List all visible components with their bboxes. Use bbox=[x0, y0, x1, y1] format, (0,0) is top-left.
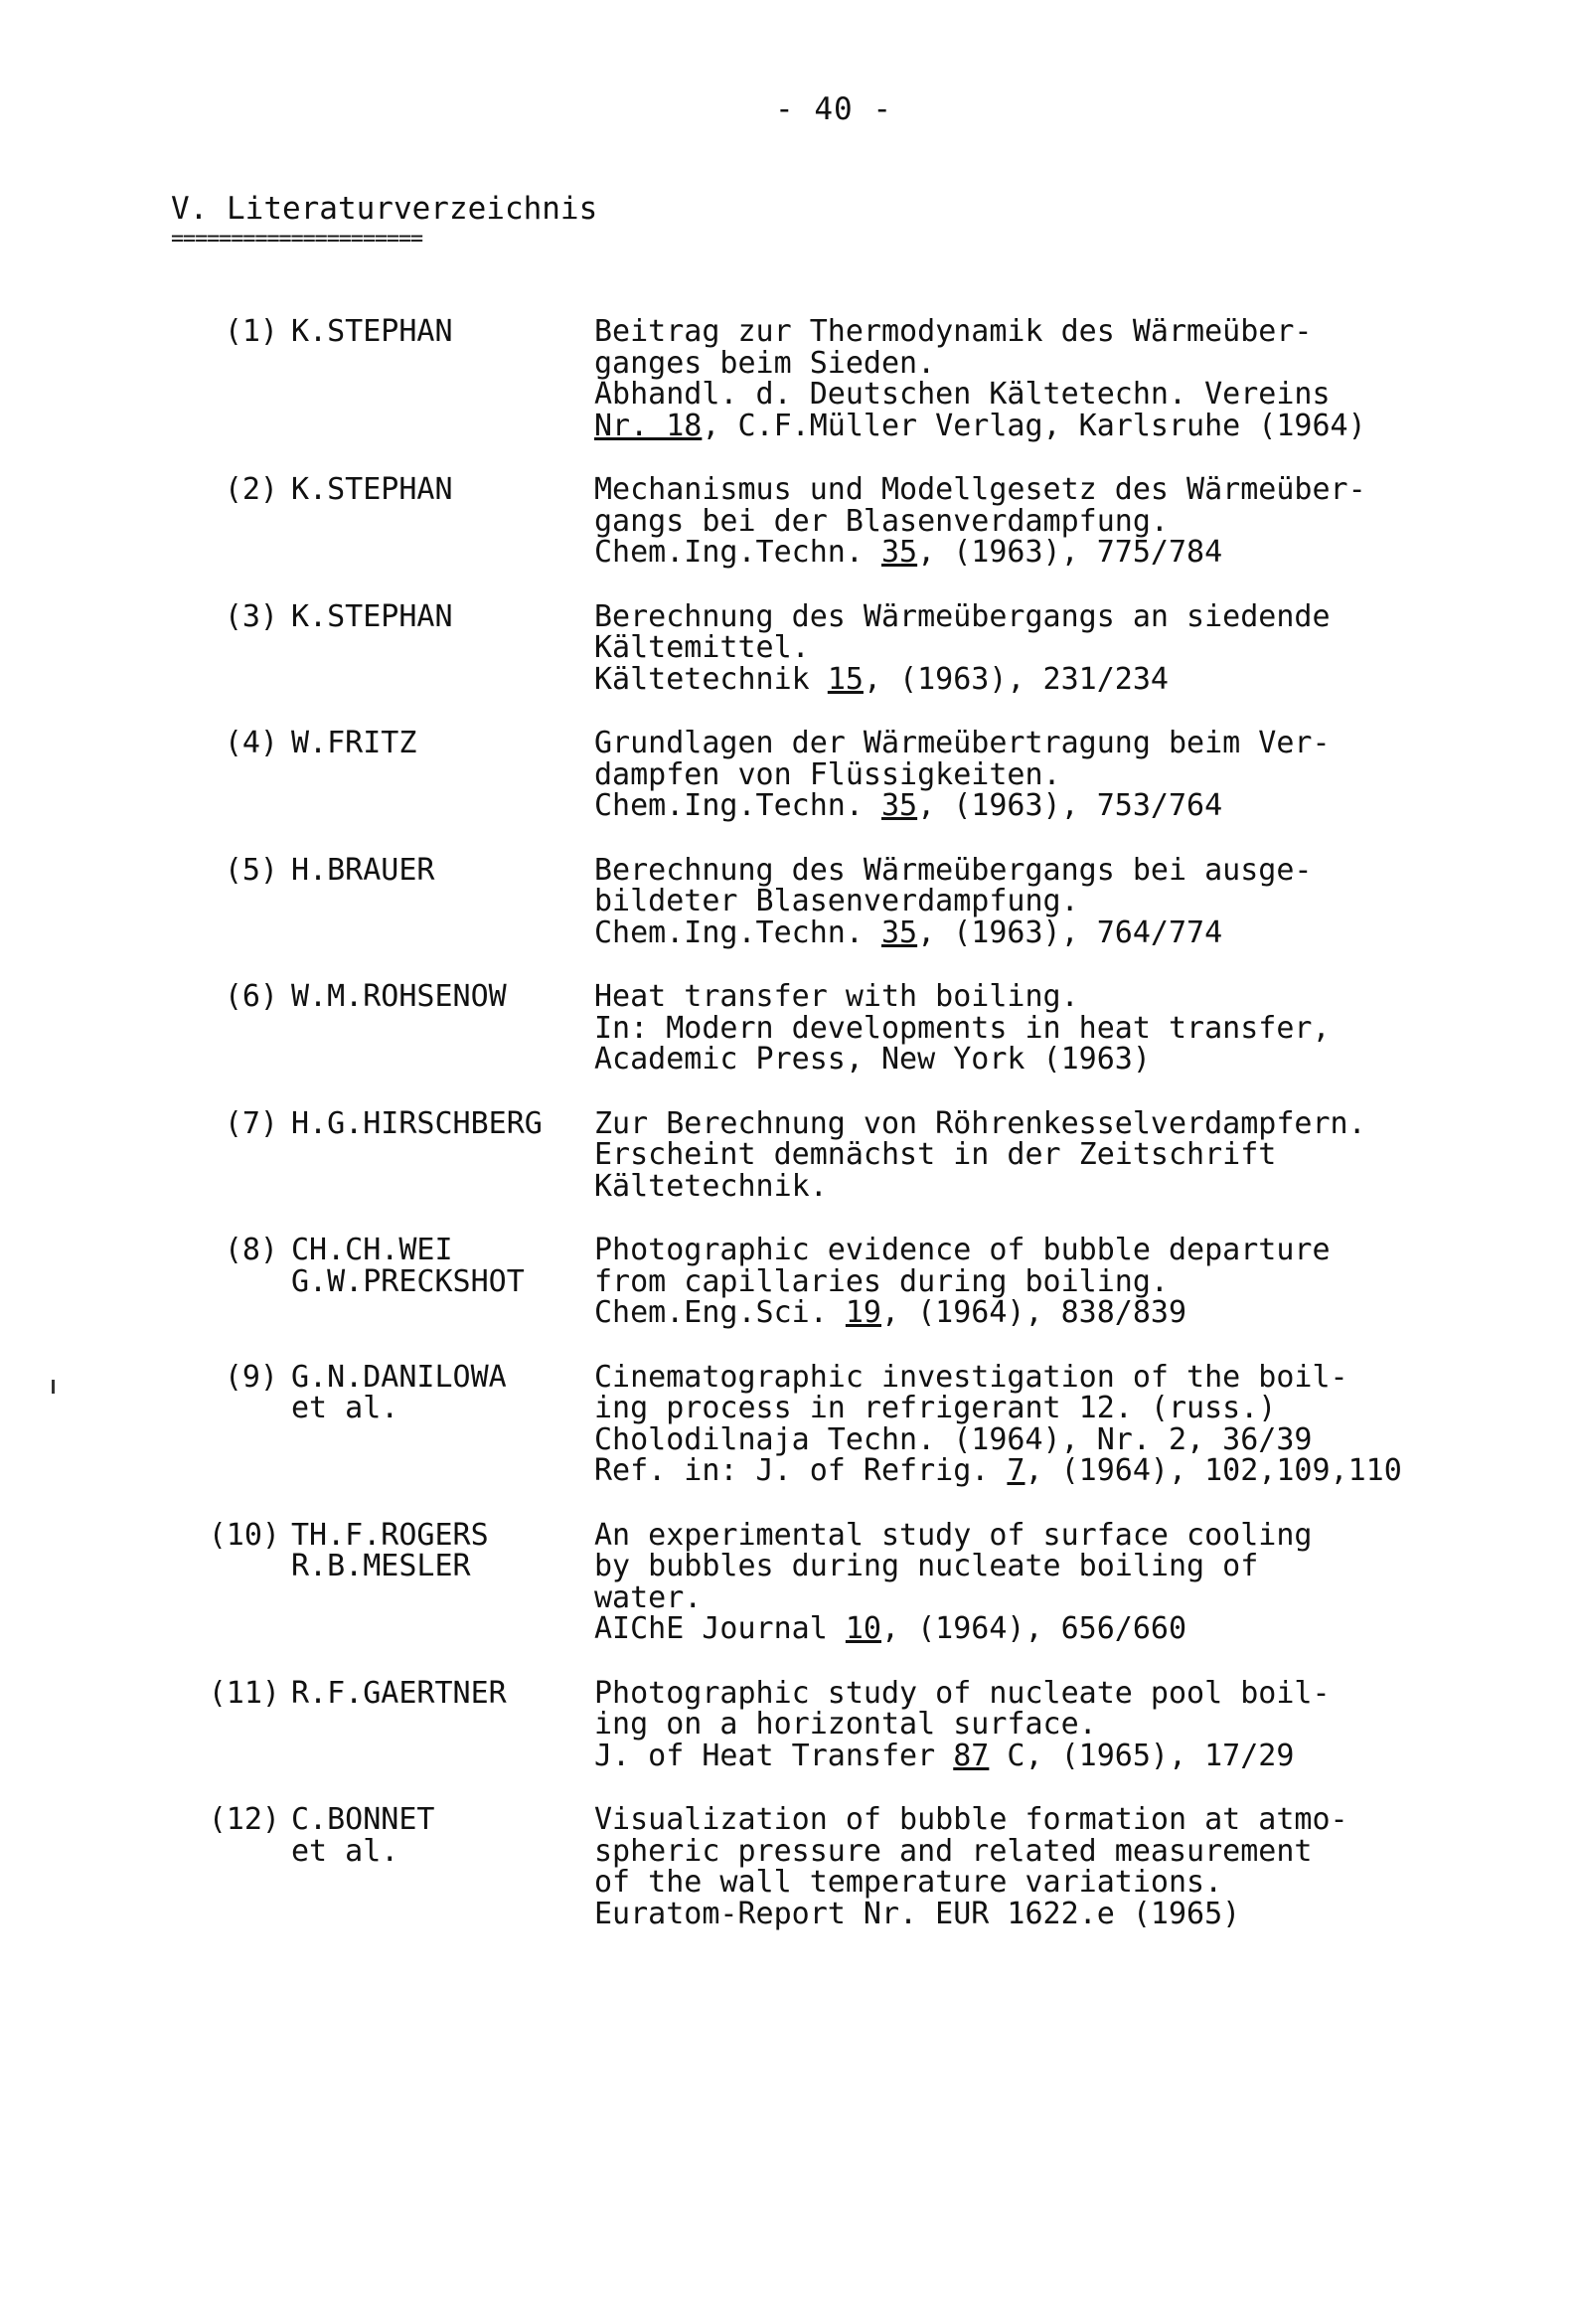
volume-number: 15 bbox=[827, 661, 864, 697]
reference-number: (8) bbox=[224, 1233, 278, 1267]
reference-line: ing process in refrigerant 12. (russ.) bbox=[594, 1391, 1277, 1425]
reference-line: Visualization of bubble formation at atmo- bbox=[594, 1802, 1348, 1837]
reference-source: Nr. 18, C.F.Müller Verlag, Karlsruhe (1964) bbox=[594, 408, 1366, 443]
reference-line: Beitrag zur Thermodynamik des Wärmeüber- bbox=[594, 314, 1313, 349]
reference-source: Kältetechnik. bbox=[594, 1168, 828, 1204]
reference-body bbox=[594, 728, 1548, 822]
reference-entry bbox=[0, 316, 1577, 441]
reference-body bbox=[594, 316, 1548, 441]
reference-line: Photographic study of nucleate pool boil- bbox=[594, 1675, 1331, 1711]
reference-line: Cholodilnaja Techn. (1964), Nr. 2, 36/39 bbox=[594, 1421, 1313, 1457]
reference-body bbox=[594, 1517, 1548, 1646]
reference-line: Heat transfer with boiling. bbox=[594, 979, 1079, 1014]
reference-line: An experimental study of surface cooling bbox=[594, 1517, 1313, 1553]
volume-number: 35 bbox=[880, 535, 918, 570]
reference-body bbox=[594, 1675, 1548, 1773]
reference-entry bbox=[0, 852, 1577, 950]
reference-authors: K.STEPHAN bbox=[291, 314, 453, 349]
reference-number: (11) bbox=[208, 1675, 280, 1711]
volume-number: 35 bbox=[880, 788, 918, 823]
reference-entry bbox=[0, 1105, 1577, 1204]
reference-source: Chem.Ing.Techn. 35, (1963), 764/774 bbox=[594, 914, 1223, 950]
reference-body bbox=[594, 981, 1548, 1076]
reference-entry bbox=[0, 1235, 1577, 1329]
reference-number: (10) bbox=[208, 1517, 280, 1553]
reference-line: Kältemittel. bbox=[594, 630, 810, 665]
reference-authors: R.F.GAERTNER bbox=[291, 1675, 507, 1711]
reference-line: from capillaries during boiling. bbox=[594, 1263, 1169, 1299]
reference-source: Chem.Ing.Techn. 35, (1963), 753/764 bbox=[594, 788, 1223, 823]
volume-number: 7 bbox=[1007, 1453, 1025, 1488]
reference-line: dampfen von Flüssigkeiten. bbox=[594, 756, 1061, 792]
reference-number: (1) bbox=[224, 314, 278, 349]
reference-entry bbox=[0, 981, 1577, 1076]
reference-entry bbox=[0, 474, 1577, 569]
volume-number: 10 bbox=[845, 1611, 881, 1646]
reference-line: spheric pressure and related measurement bbox=[594, 1833, 1313, 1869]
reference-number: (3) bbox=[224, 598, 278, 634]
reference-list bbox=[0, 316, 1577, 1962]
reference-number: (5) bbox=[224, 852, 278, 888]
reference-line: by bubbles during nucleate boiling of bbox=[594, 1549, 1259, 1583]
reference-authors: TH.F.ROGERS R.B.MESLER bbox=[291, 1517, 489, 1583]
heading-underline: ===================== bbox=[171, 227, 422, 251]
reference-number: (12) bbox=[208, 1802, 280, 1837]
reference-body bbox=[594, 1105, 1548, 1204]
reference-line: Erscheint demnächst in der Zeitschrift bbox=[594, 1137, 1277, 1172]
reference-body bbox=[594, 1804, 1548, 1929]
reference-line: gangs bei der Blasenverdampfung. bbox=[594, 503, 1169, 539]
reference-source: J. of Heat Transfer 87 C, (1965), 17/29 bbox=[594, 1738, 1295, 1773]
reference-authors: W.FRITZ bbox=[291, 726, 417, 760]
volume-number: Nr. 18 bbox=[594, 408, 703, 443]
reference-authors: H.BRAUER bbox=[291, 852, 435, 888]
reference-authors: G.N.DANILOWA et al. bbox=[291, 1359, 507, 1425]
volume-number: 35 bbox=[880, 914, 918, 950]
section-heading: V. Literaturverzeichnis bbox=[171, 191, 598, 227]
reference-authors: W.M.ROHSENOW bbox=[291, 979, 507, 1014]
reference-entry bbox=[0, 1517, 1577, 1646]
volume-number: 87 bbox=[953, 1738, 990, 1773]
reference-line: of the wall temperature variations. bbox=[594, 1865, 1223, 1900]
reference-line: bildeter Blasenverdampfung. bbox=[594, 884, 1079, 918]
reference-line: water. bbox=[594, 1579, 703, 1615]
reference-number: (6) bbox=[224, 979, 278, 1014]
reference-source: Kältetechnik 15, (1963), 231/234 bbox=[594, 661, 1169, 697]
reference-authors: C.BONNET et al. bbox=[291, 1802, 435, 1869]
reference-number: (2) bbox=[224, 472, 278, 507]
page-number: - 40 - bbox=[775, 91, 892, 127]
reference-authors: K.STEPHAN bbox=[291, 598, 453, 634]
reference-authors: K.STEPHAN bbox=[291, 472, 453, 507]
reference-entry bbox=[0, 1359, 1577, 1488]
reference-source: Chem.Eng.Sci. 19, (1964), 838/839 bbox=[594, 1295, 1187, 1330]
reference-line: Zur Berechnung von Röhrenkesselverdampfern. bbox=[594, 1105, 1366, 1141]
reference-line: In: Modern developments in heat transfer, bbox=[594, 1010, 1331, 1046]
reference-body bbox=[594, 474, 1548, 569]
reference-line: Cinematographic investigation of the boil- bbox=[594, 1359, 1348, 1395]
reference-entry bbox=[0, 598, 1577, 697]
reference-source: AIChE Journal 10, (1964), 656/660 bbox=[594, 1611, 1187, 1646]
reference-entry bbox=[0, 1804, 1577, 1929]
volume-number: 19 bbox=[845, 1295, 881, 1330]
reference-body bbox=[594, 852, 1548, 950]
reference-line: Photographic evidence of bubble departure bbox=[594, 1233, 1331, 1267]
reference-line: Abhandl. d. Deutschen Kältetechn. Vereins bbox=[594, 377, 1331, 412]
reference-body bbox=[594, 1235, 1548, 1329]
reference-source: Ref. in: J. of Refrig. 7, (1964), 102,109,110 bbox=[594, 1453, 1402, 1488]
reference-number: (4) bbox=[224, 726, 278, 760]
reference-line: ganges beim Sieden. bbox=[594, 345, 936, 381]
reference-authors: CH.CH.WEI G.W.PRECKSHOT bbox=[291, 1233, 525, 1299]
reference-source: Chem.Ing.Techn. 35, (1963), 775/784 bbox=[594, 535, 1223, 570]
reference-entry bbox=[0, 1675, 1577, 1773]
reference-line: Berechnung des Wärmeübergangs bei ausge- bbox=[594, 852, 1313, 888]
reference-line: Mechanismus und Modellgesetz des Wärmeüber- bbox=[594, 472, 1366, 507]
reference-number: (7) bbox=[224, 1105, 278, 1141]
reference-line: Grundlagen der Wärmeübertragung beim Ver- bbox=[594, 726, 1331, 760]
reference-source: Academic Press, New York (1963) bbox=[594, 1042, 1151, 1077]
reference-body bbox=[594, 598, 1548, 697]
reference-source: Euratom-Report Nr. EUR 1622.e (1965) bbox=[594, 1896, 1241, 1931]
reference-authors: H.G.HIRSCHBERG bbox=[291, 1105, 543, 1141]
reference-body bbox=[594, 1359, 1548, 1488]
reference-line: Berechnung des Wärmeübergangs an siedende bbox=[594, 598, 1331, 634]
reference-number: (9) bbox=[224, 1359, 278, 1395]
reference-entry bbox=[0, 728, 1577, 822]
reference-line: ing on a horizontal surface. bbox=[594, 1707, 1097, 1742]
